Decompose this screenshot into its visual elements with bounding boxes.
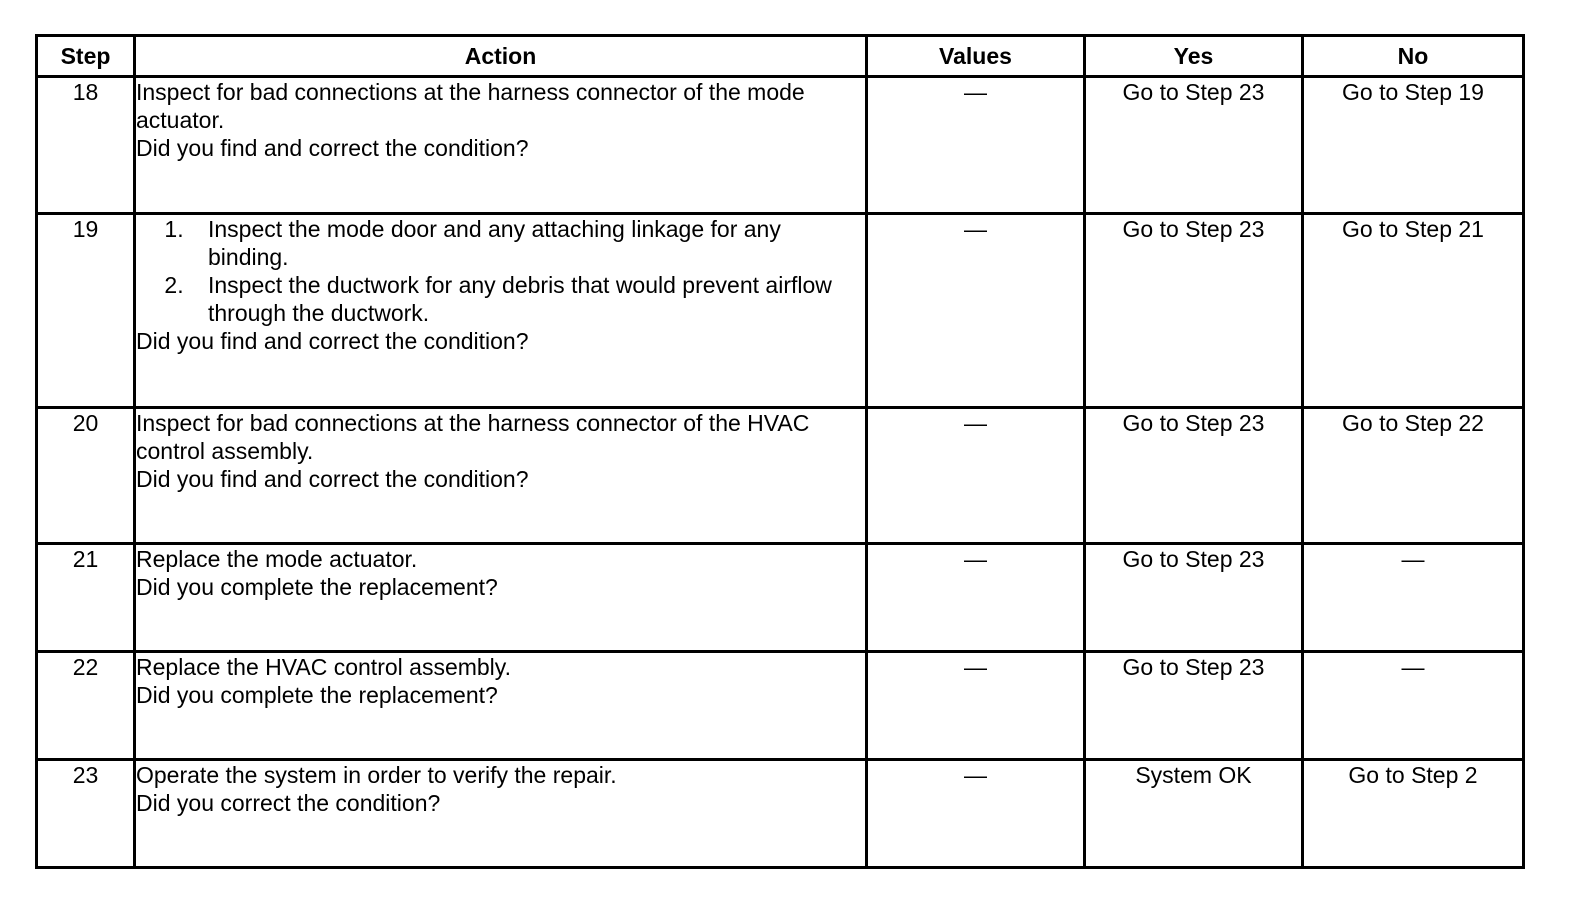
action-text: Inspect for bad connections at the harness connector of the mode actuator. [136, 79, 805, 133]
no-cell [1303, 544, 1524, 652]
no-cell [1303, 408, 1524, 544]
step-number: 19 [37, 214, 135, 408]
no-text: Go to Step 21 [1342, 216, 1484, 242]
step-number: 20 [37, 408, 135, 544]
table-row [37, 77, 1524, 214]
values-text: — [964, 79, 987, 105]
action-question: Did you find and correct the condition? [136, 135, 529, 161]
table-row [37, 652, 1524, 760]
header-action: Action [135, 36, 867, 77]
action-cell [135, 408, 867, 544]
no-text: Go to Step 19 [1342, 79, 1484, 105]
yes-cell [1085, 214, 1303, 408]
step-number: 18 [37, 77, 135, 214]
action-question: Did you complete the replacement? [136, 574, 498, 600]
yes-text: Go to Step 23 [1122, 410, 1265, 436]
yes-cell [1085, 760, 1303, 868]
values-cell [867, 544, 1085, 652]
table-row [37, 760, 1524, 868]
no-cell [1303, 760, 1524, 868]
yes-text: Go to Step 23 [1122, 216, 1265, 242]
step-number: 22 [37, 652, 135, 760]
values-text: — [964, 410, 987, 436]
no-cell [1303, 652, 1524, 760]
no-cell [1303, 214, 1524, 408]
action-question: Did you find and correct the condition? [136, 466, 529, 492]
yes-text: Go to Step 23 [1122, 79, 1265, 105]
action-text: Inspect for bad connections at the harness connector of the HVAC control assembly. [136, 410, 810, 464]
no-text: — [1401, 546, 1425, 572]
values-cell [867, 408, 1085, 544]
values-text: — [964, 762, 987, 788]
header-step: Step [37, 36, 135, 77]
action-question: Did you find and correct the condition? [136, 328, 529, 354]
action-cell [135, 652, 867, 760]
yes-cell [1085, 544, 1303, 652]
step-number: 23 [37, 760, 135, 868]
action-text: Replace the HVAC control assembly. [136, 654, 511, 680]
table-row [37, 408, 1524, 544]
action-question: Did you correct the condition? [136, 790, 441, 816]
action-text: Operate the system in order to verify the repair. [136, 762, 617, 788]
list-item: 1. Inspect the mode door and any attaching linkage for any binding. [190, 215, 865, 271]
values-cell [867, 652, 1085, 760]
header-yes: Yes [1085, 36, 1303, 77]
header-values: Values [867, 36, 1085, 77]
values-text: — [964, 216, 987, 242]
header-row [37, 36, 1524, 77]
action-cell [135, 77, 867, 214]
values-cell [867, 760, 1085, 868]
header-no: No [1303, 36, 1524, 77]
table-row [37, 544, 1524, 652]
values-cell [867, 214, 1085, 408]
yes-cell [1085, 77, 1303, 214]
action-list [136, 215, 865, 327]
yes-text: Go to Step 23 [1122, 654, 1265, 680]
action-question: Did you complete the replacement? [136, 682, 498, 708]
no-text: Go to Step 2 [1348, 762, 1478, 788]
diagnostic-steps-table [35, 34, 1525, 869]
values-cell [867, 77, 1085, 214]
action-cell [135, 214, 867, 408]
step-number: 21 [37, 544, 135, 652]
list-item: 2. Inspect the ductwork for any debris that would prevent airflow through the ductwork. [190, 271, 865, 327]
yes-text: System OK [1135, 762, 1252, 788]
table-row [37, 214, 1524, 408]
values-text: — [964, 654, 987, 680]
action-cell [135, 544, 867, 652]
action-cell [135, 760, 867, 868]
yes-cell [1085, 652, 1303, 760]
no-text: — [1401, 654, 1425, 680]
action-text: Replace the mode actuator. [136, 546, 418, 572]
yes-cell [1085, 408, 1303, 544]
no-cell [1303, 77, 1524, 214]
no-text: Go to Step 22 [1342, 410, 1484, 436]
values-text: — [964, 546, 987, 572]
yes-text: Go to Step 23 [1122, 546, 1265, 572]
